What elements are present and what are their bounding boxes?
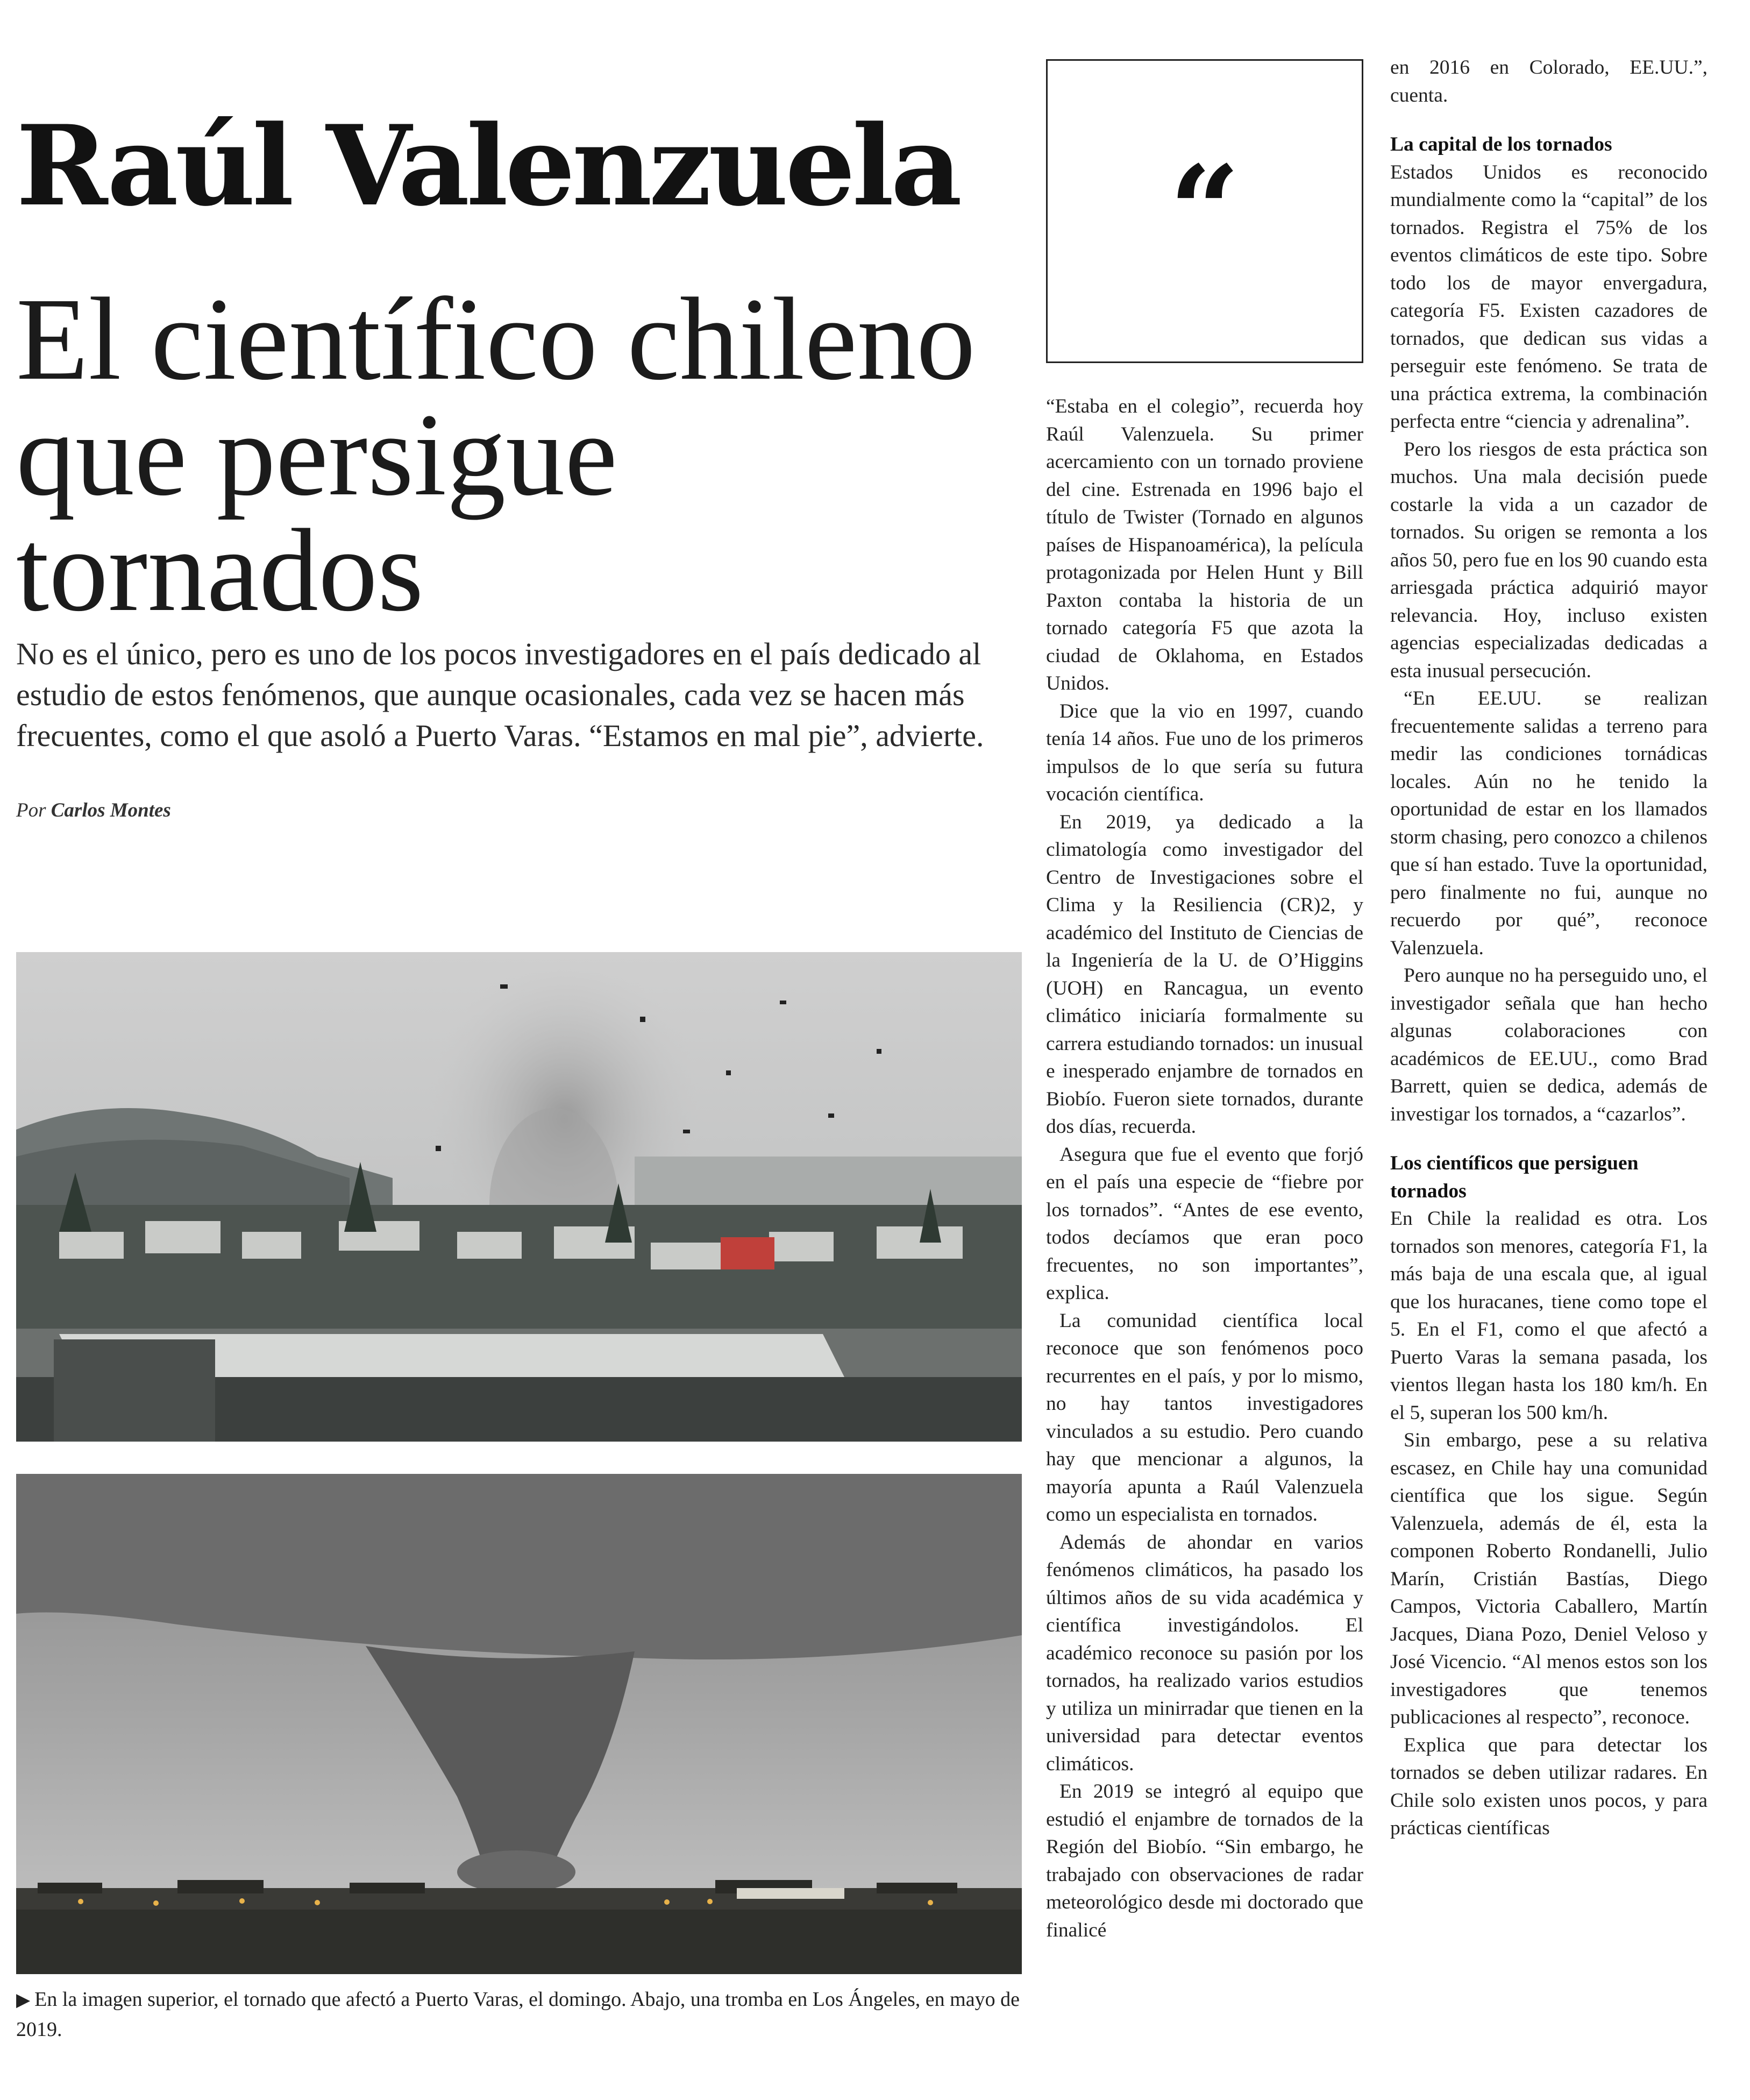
paragraph: Pero los riesgos de esta práctica son muchos. Una mala decisión puede costarle la vida a un cazador de tornados. Su origen se remonta a los años 50, pero fue en los 90 cuando esta arriesgada práctica adquirió mayor relevancia. Hoy, incluso existen agencias especializadas dedicadas a esta inusual persecución. xyxy=(1390,438,1708,682)
paragraph: En Chile la realidad es otra. Los tornados son menores, categoría F1, la más baja de una escala que, al igual que los huracanes, tiene como tope el 5. En el F1, como el que afectó a Puerto Varas la semana pasada, los vientos llegan hasta los 180 km/h. En el 5, superan los 500 km/h. xyxy=(1390,1208,1708,1424)
paragraph: Explica que para detectar los tornados se deben utilizar radares. En Chile solo existen unos pocos, y para prácticas científicas xyxy=(1390,1734,1708,1839)
subheading-scientists: Los científicos que persiguen tornados xyxy=(1390,1152,1639,1202)
paragraph: Dice que la vio en 1997, cuando tenía 14 años. Fue uno de los primeros impulsos de lo que sería su futura vocación científica. xyxy=(1046,700,1363,805)
byline-prefix: Por xyxy=(16,799,46,821)
profile-name: Raúl Valenzuela xyxy=(16,102,959,231)
byline xyxy=(16,799,171,822)
pull-quote-box xyxy=(1046,59,1363,363)
paragraph: En 2019 se integró al equipo que estudió el enjambre de tornados de la Región del Biobío. “Sin embargo, he trabajado con observaciones de radar meteorológico desde mi doctorado que finalicé xyxy=(1046,1780,1363,1941)
article-column-2 xyxy=(1046,393,1363,2039)
paragraph: “En EE.UU. se realizan frecuentemente salidas a terreno para medir las condiciones tornádicas locales. Aún no he tenido la oportunidad de estar en los llamados storm chasing, pero conozco a chilenos que sí han estado. Tuve la oportunidad, pero finalmente no fui, aunque no recuerdo por qué”, reconoce Valenzuela. xyxy=(1390,687,1708,959)
paragraph: Pero aunque no ha perseguido uno, el investigador señala que han hecho algunas colaboraciones con académicos de EE.UU., como Brad Barrett, quien se dedica, además de investigar los tornados, a “cazarlos”. xyxy=(1390,964,1708,1125)
caption-text: En la imagen superior, el tornado que afectó a Puerto Varas, el domingo. Abajo, una tromba en Los Ángeles, en mayo de 2019. xyxy=(16,1988,1020,2041)
photo-caption xyxy=(16,1985,1022,2044)
paragraph: Asegura que fue el evento que forjó en el país una especie de “fiebre por los tornados”. “Antes de ese evento, todos decíamos que eran poco frecuentes, no son importantes”, explica. xyxy=(1046,1143,1363,1304)
paragraph: En 2019, ya dedicado a la climatología como investigador del Centro de Investigaciones sobre el Clima y la Resiliencia (CR)2, y académico del Instituto de Ciencias de la Ingeniería de la U. de O’Higgins (UOH) en Rancagua, un evento climático iniciaría formalmente su carrera estudiando tornados: un inusual e inesperado enjambre de tornados en Biobío. Fueron siete tornados, durante dos días, recuerda. xyxy=(1046,811,1363,1138)
photo-puerto-varas-tornado xyxy=(16,952,1022,1442)
paragraph: en 2016 en Colorado, EE.UU.”, cuenta. xyxy=(1390,56,1708,107)
paragraph: La comunidad científica local reconoce que son fenómenos poco recurrentes en el país, y por lo mismo, no hay tantos investigadores vinculados a su estudio. Pero cuando hay que mencionar a algunos, la mayoría apunta a Raúl Valenzuela como un especialista en tornados. xyxy=(1046,1309,1363,1526)
paragraph: Sin embargo, pese a su relativa escasez, en Chile hay una comunidad científica que los sigue. Según Valenzuela, además de él, esta la componen Roberto Rondanelli, Julio Marín, Cristián Bastías, Diego Campos, Victoria Caballero, Martín Jacques, Diana Pozo, Deniel Veloso y José Vicencio. “Al menos estos son los investigadores que tenemos publicaciones al respecto”, reconoce. xyxy=(1390,1429,1708,1728)
author-name: Carlos Montes xyxy=(51,799,171,821)
subheading-tornado-capital: La capital de los tornados xyxy=(1390,133,1612,155)
photo-los-angeles-tromba xyxy=(16,1474,1022,1974)
paragraph: Estados Unidos es reconocido mundialmente como la “capital” de los tornados. Registra el 75% de los eventos climáticos de este tipo. Sobre todo los de mayor envergadura, categoría F5. Existen cazadores de tornados, que dedican sus vidas a perseguir este fenómeno. Se trata de una práctica extrema, la combinación perfecta entre “ciencia y adrenalina”. xyxy=(1390,161,1708,432)
article-column-3 xyxy=(1390,54,1708,2055)
deck-subtitle: No es el único, pero es uno de los pocos investigadores en el país dedicado al estudio de estos fenómenos, que aunque ocasionales, cada vez se hacen más frecuentes, como el que asoló a Puerto Varas. “Estamos en mal pie”, advierte. xyxy=(16,636,984,753)
paragraph: Además de ahondar en varios fenómenos climáticos, ha pasado los últimos años de su vida académica y científica investigándolos. El académico reconoce su pasión por los tornados, ha realizado varios estudios y utiliza un minirradar que tienen en la universidad para detectar eventos climáticos. xyxy=(1046,1531,1363,1775)
headline: El científico chileno que persigue tornados xyxy=(16,273,976,636)
quote-mark-icon: “ xyxy=(1169,139,1241,284)
caption-arrow-icon: ▶ xyxy=(16,1990,31,2010)
paragraph: “Estaba en el colegio”, recuerda hoy Raúl Valenzuela. Su primer acercamiento con un tornado proviene del cine. Estrenada en 1996 bajo el título de Twister (Tornado en algunos países de Hispanoamérica), la película protagonizada por Helen Hunt y Bill Paxton contaba la historia de un tornado categoría F5 que azota la ciudad de Oklahoma, en Estados Unidos. xyxy=(1046,395,1363,694)
